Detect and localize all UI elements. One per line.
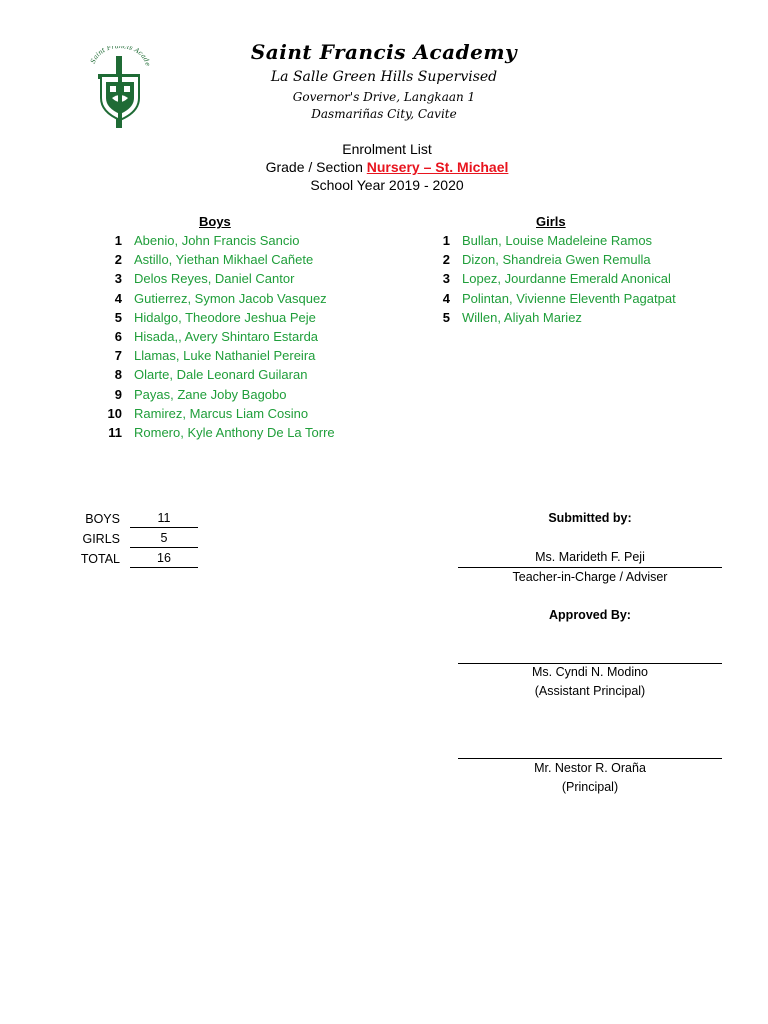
student-name: Hidalgo, Theodore Jeshua Peje (134, 309, 316, 325)
totals-boys-value: 11 (130, 509, 198, 528)
girls-list (424, 231, 676, 327)
list-item (96, 308, 335, 327)
logo-text: Saint Francis Acade (88, 46, 152, 67)
boys-list (96, 231, 335, 442)
list-item (96, 404, 335, 423)
totals-girls-label: GIRLS (82, 531, 120, 546)
student-name: Delos Reyes, Daniel Cantor (134, 271, 295, 287)
row-number: 4 (442, 290, 450, 306)
list-item (424, 231, 676, 250)
totals-girls-value: 5 (130, 529, 198, 548)
row-number: 2 (114, 252, 122, 268)
asst-principal-signature-line (458, 663, 722, 664)
row-number: 8 (114, 367, 122, 383)
list-item (96, 346, 335, 365)
student-name: Astillo, Yiethan Mikhael Cañete (134, 252, 314, 268)
principal-signature-line (458, 758, 722, 759)
row-number: 9 (114, 386, 122, 402)
list-item (424, 250, 676, 269)
row-number: 6 (114, 328, 122, 344)
row-number: 1 (442, 233, 450, 248)
totals-boys-row (60, 509, 198, 528)
totals-boys-label: BOYS (85, 511, 120, 526)
row-number: 5 (442, 309, 450, 325)
boys-heading: Boys (199, 214, 231, 229)
list-item (424, 269, 676, 288)
school-name: Saint Francis Academy (250, 40, 518, 64)
list-item (96, 365, 335, 384)
student-name: Ramirez, Marcus Liam Cosino (134, 405, 309, 421)
address-line-1: Governor's Drive, Langkaan 1 (292, 90, 476, 104)
totals-girls-row (60, 529, 198, 548)
student-name: Polintan, Vivienne Eleventh Pagatpat (462, 290, 676, 306)
totals-total-label: TOTAL (80, 551, 120, 566)
list-item (424, 289, 676, 308)
list-item (96, 250, 335, 269)
adviser-signature-line (458, 567, 722, 568)
row-number: 5 (114, 309, 122, 325)
student-name: Gutierrez, Symon Jacob Vasquez (134, 290, 327, 306)
row-number: 3 (442, 271, 450, 287)
list-item (96, 269, 335, 288)
list-item (424, 308, 676, 327)
row-number: 2 (442, 252, 450, 268)
list-item (96, 385, 335, 404)
school-year: School Year 2019 - 2020 (310, 177, 464, 193)
totals-total-row (60, 549, 198, 568)
list-item (96, 327, 335, 346)
grade-section-line (200, 159, 574, 175)
supervision-line: La Salle Green Hills Supervised (270, 69, 498, 85)
student-name: Lopez, Jourdanne Emerald Anonical (462, 271, 671, 287)
student-name: Bullan, Louise Madeleine Ramos (462, 233, 653, 248)
student-name: Dizon, Shandreia Gwen Remulla (462, 252, 651, 268)
principal-title: (Principal) (561, 780, 619, 794)
school-logo (84, 46, 156, 130)
student-name: Llamas, Luke Nathaniel Pereira (134, 348, 316, 364)
row-number: 1 (114, 233, 122, 248)
student-name: Payas, Zane Joby Bagobo (134, 386, 287, 402)
list-item (96, 231, 335, 250)
student-name: Romero, Kyle Anthony De La Torre (134, 424, 335, 440)
grade-section-prefix: Grade / Section (265, 159, 367, 175)
adviser-title: Teacher-in-Charge / Adviser (512, 570, 668, 584)
row-number: 7 (114, 348, 122, 364)
student-name: Willen, Aliyah Mariez (462, 309, 582, 325)
row-number: 11 (108, 424, 122, 440)
student-name: Abenio, John Francis Sancio (134, 233, 300, 248)
row-number: 10 (107, 405, 122, 421)
asst-principal-name: Ms. Cyndi N. Modino (531, 665, 648, 679)
adviser-name: Ms. Marideth F. Peji (535, 550, 645, 564)
row-number: 3 (114, 271, 122, 287)
list-item (96, 423, 335, 442)
row-number: 4 (114, 290, 122, 306)
address-line-2: Dasmariñas City, Cavite (311, 107, 457, 121)
list-title: Enrolment List (342, 141, 432, 157)
student-name: Hisada,, Avery Shintaro Estarda (134, 328, 319, 344)
girls-heading: Girls (536, 214, 566, 229)
student-name: Olarte, Dale Leonard Guilaran (134, 367, 308, 383)
approved-by-label: Approved By: (549, 608, 631, 622)
submitted-by-label: Submitted by: (548, 511, 632, 525)
list-item (96, 289, 335, 308)
principal-name: Mr. Nestor R. Oraña (534, 761, 646, 775)
totals-total-value: 16 (130, 549, 198, 568)
asst-principal-title: (Assistant Principal) (534, 684, 646, 698)
grade-section-value: Nursery – St. Michael (366, 159, 509, 175)
